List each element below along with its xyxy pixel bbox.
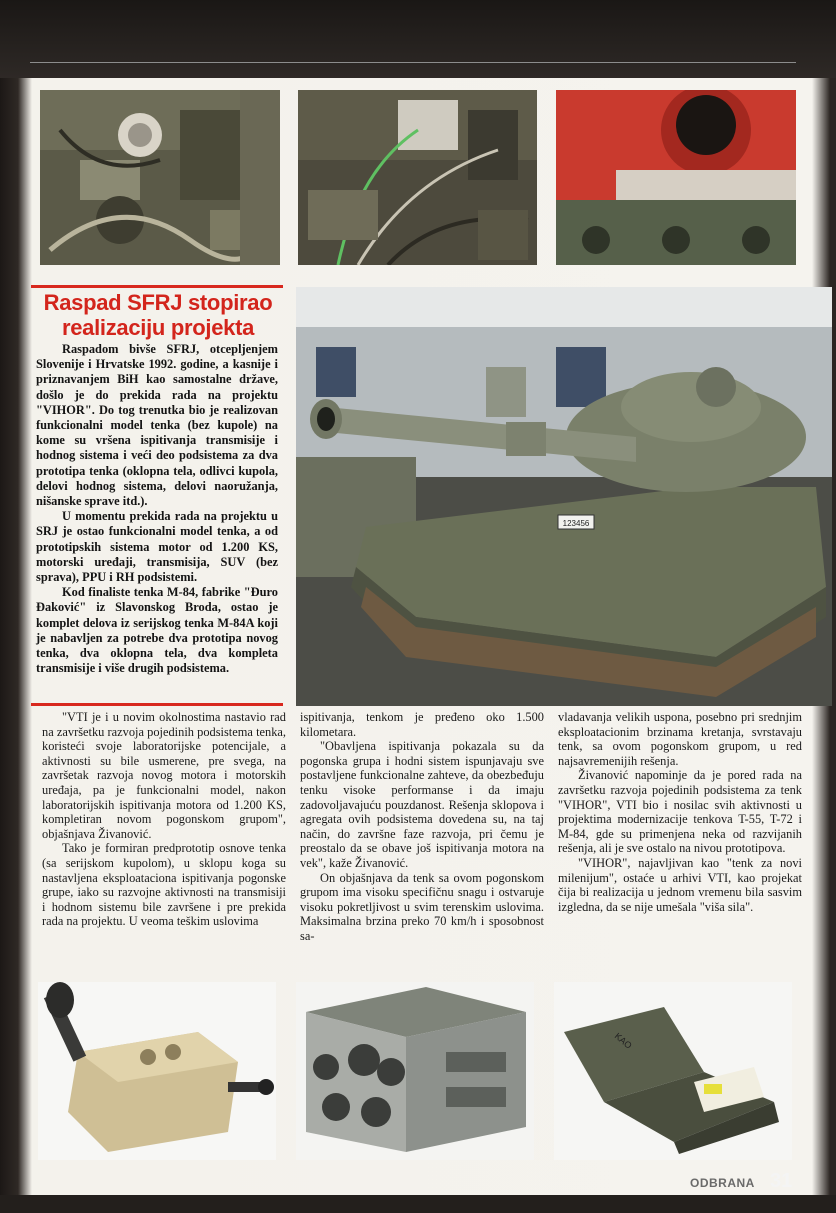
column-1 bbox=[42, 710, 286, 929]
sidebar-paragraph: Kod finaliste tenka M-84, fabrike "Đuro Đaković" iz Slavonskog Broda, ostao je komplet delova iz serijskog tenka M-84A koji je nabavljen za potrebe dva prototipa novog tenka, dva oklopna tela, dva kompleta transmisije i više drugih podsistema. bbox=[36, 585, 278, 676]
sidebar-paragraph: U momentu prekida rada na projektu u SRJ je ostao funkcionalni model tenka, a od prototipskih sistema motor od 1.200 KS, motorski uređaji, transmisija, SUV (bez sprava), PPU i RH podsistemi. bbox=[36, 509, 278, 585]
photo-wiring bbox=[298, 90, 537, 265]
column-paragraph: "VIHOR", najavljivan kao "tenk za novi milenijum", ostaće u arhivi VTI, kao projekat čija bi realizacija u jednom vremenu bila sasvim izgledna, da se nije umešala "viša sila". bbox=[558, 855, 802, 914]
sidebar-headline bbox=[36, 290, 280, 340]
photo-tank bbox=[296, 287, 832, 706]
sidebar-body bbox=[36, 342, 278, 676]
column-paragraph: Živanović napominje da je pored rada na završetku razvoja pojedinih podsistema za tenk "VIHOR", VTI bio i nosilac svih aktivnosti u projektima modernizacije tenkova T-55, T-72 i M-84, gde su primenjena neka od razvijanih rešenja, ali je sve ostalo na nivou prototipova. bbox=[558, 768, 802, 856]
sidebar-paragraph: Raspadom bivše SFRJ, otcepljenjem Slovenije i Hrvatske 1992. godine, a kasnije i priznavanjem BiH kao samostalne države, došlo je do prekida rada na projektu "VIHOR". Do tog trenutka bio je realizovan funkcionalni model tenka (bez kupole) na kome su vršena ispitivanja transmisije i hodnog sistema i veći deo podsistema za dva prototipa tenka (oklopna tela, odlivci kupola, delovi hodnog sistema, delovi naoružanja, nišanske sprave itd.). bbox=[36, 342, 278, 509]
footer-brand: ODBRANA bbox=[690, 1176, 755, 1190]
column-paragraph: vladavanja velikih uspona, posebno pri srednjim eksploatacionim brzinama kretanja, svrstavaju tenk, sa ovom pogonskom grupom, u red najsavremenijih rešenja. bbox=[558, 710, 802, 768]
photo-electronics-unit bbox=[296, 982, 534, 1160]
column-paragraph: "Obavljena ispitivanja pokazala su da pogonska grupa i hodni sistem ispunjavaju sve postavljene funkcionalne zahteve, da obezbeđuju tenku visoke performanse i da imaju zadovoljavajuću pouzdanost. Rešenja sklopova i agregata ovih podsistema dovedena su, na taj način, do završne faze razvoja, pri čemu je preostalo da se obave još ispitivanja motora na vek", kaže Živanović. bbox=[300, 739, 544, 870]
sidebar-top-rule bbox=[31, 285, 283, 288]
headline-line-1: Raspad SFRJ stopirao bbox=[43, 290, 273, 315]
column-paragraph: Tako je formiran predprototip osnove tenka (sa serijskom kupolom), u sklopu koga su nastavljena eksploataciona ispitivanja pogonske grupe, iako su razvojne aktivnosti na transmisiji i hodnom sistemu bile završene i pre prekida rada na projektu. U veoma teškim uslovima bbox=[42, 841, 286, 929]
column-2 bbox=[300, 710, 544, 944]
page-number: 31 bbox=[770, 1170, 793, 1192]
photo-engine-compartment bbox=[40, 90, 280, 265]
column-paragraph: On objašnjava da tenk sa ovom pogonskom grupom ima visoku specifičnu snagu i ostvaruje visoku pokretljivost u svim terenskim uslovima. Maksimalna brzina preko 70 km/h i sposobnost sa- bbox=[300, 870, 544, 943]
photo-storage-box bbox=[554, 982, 792, 1160]
tank-plate: 123456 bbox=[562, 519, 590, 528]
column-paragraph: "VTI je i u novim okolnostima nastavio rad na završetku razvoja pojedinih podsistema tenka, koristeći svoje laboratorijske potencijale, a aktivnosti su bile usmerene, pre svega, na završetak razvoja novog motora i motorskih uređaja, pa je funkcionalni model, nakon laboratorijskih ispitivanja motora od 1.200 KS, kompletiran novom pogonskom grupom", objašnjava Živanović. bbox=[42, 710, 286, 841]
box-label: KAO bbox=[612, 1030, 634, 1051]
top-dark-band bbox=[0, 0, 836, 78]
photo-hull-opening bbox=[556, 90, 796, 265]
column-3 bbox=[558, 710, 802, 914]
column-paragraph: ispitivanja, tenkom je pređeno oko 1.500 kilometara. bbox=[300, 710, 544, 739]
bottom-dark-band bbox=[0, 1195, 836, 1213]
sidebar-bottom-rule bbox=[31, 703, 283, 706]
top-rule bbox=[30, 62, 796, 63]
photo-control-handle bbox=[38, 982, 276, 1160]
headline-line-2: realizaciju projekta bbox=[61, 315, 255, 340]
